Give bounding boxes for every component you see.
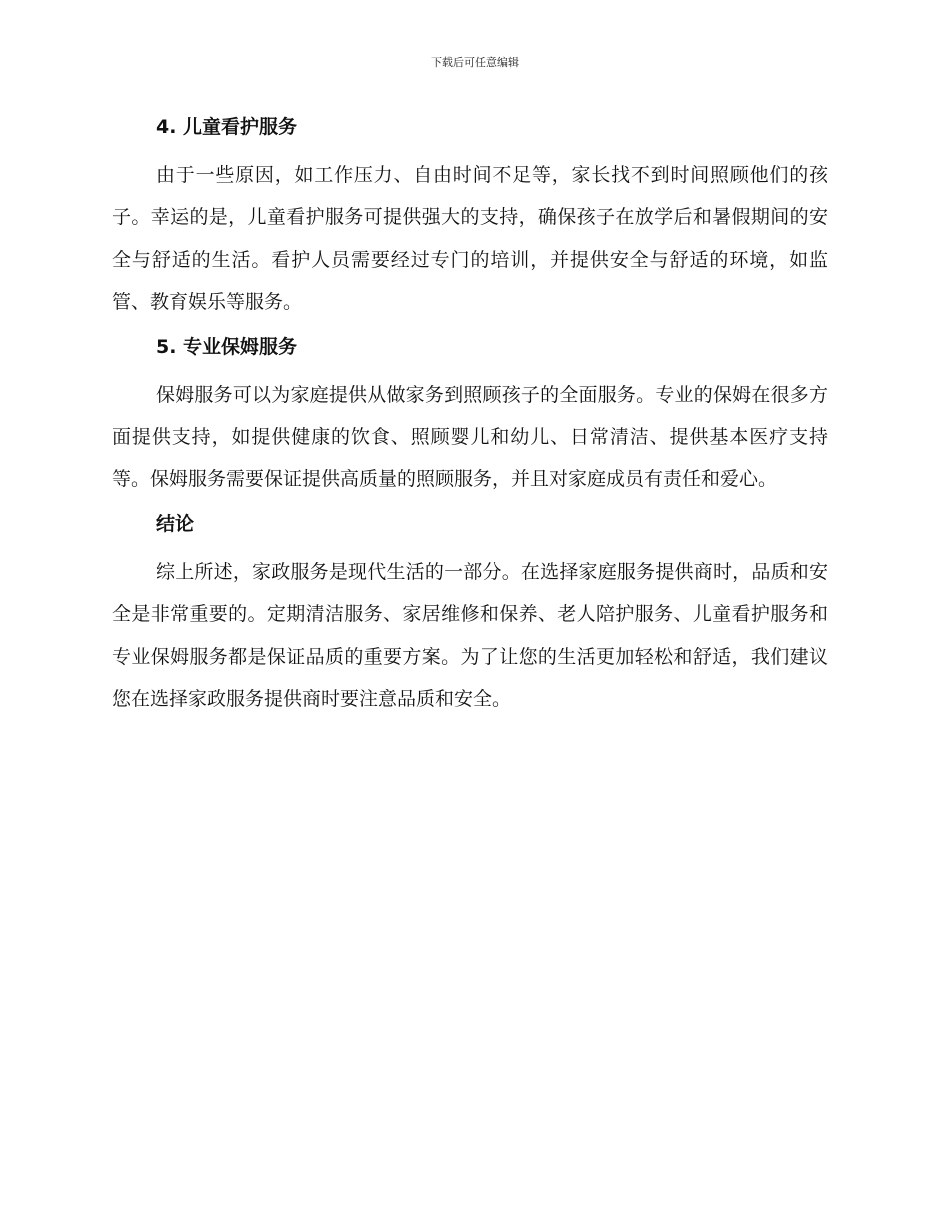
- section-heading: 5. 专业保姆服务: [156, 335, 298, 358]
- section-conclusion: [112, 509, 828, 721]
- section-nanny-service: [112, 332, 828, 501]
- section-heading: 结论: [156, 512, 195, 535]
- section-paragraph: 综上所述，家政服务是现代生活的一部分。在选择家庭服务提供商时，品质和安全是非常重要的。定期清洁服务、家居维修和保养、老人陪护服务、儿童看护服务和专业保姆服务都是保证品质的重要方案。为了让您的生活更加轻松和舒适，我们建议您在选择家政服务提供商时要注意品质和安全。: [112, 560, 828, 711]
- section-child-care: [112, 112, 828, 324]
- section-paragraph: 保姆服务可以为家庭提供从做家务到照顾孩子的全面服务。专业的保姆在很多方面提供支持，如提供健康的饮食、照顾婴儿和幼儿、日常清洁、提供基本医疗支持等。保姆服务需要保证提供高质量的照顾服务，并且对家庭成员有责任和爱心。: [112, 383, 828, 491]
- section-heading: 4. 儿童看护服务: [156, 116, 298, 138]
- page-header-note: 下载后可任意编辑: [431, 56, 519, 69]
- section-paragraph: 由于一些原因，如工作压力、自由时间不足等，家长找不到时间照顾他们的孩子。幸运的是，儿童看护服务可提供强大的支持，确保孩子在放学后和暑假期间的安全与舒适的生活。看护人员需要经过专门的培训，并提供安全与舒适的环境，如监管、教育娱乐等服务。: [112, 164, 828, 314]
- document-body: [112, 112, 828, 728]
